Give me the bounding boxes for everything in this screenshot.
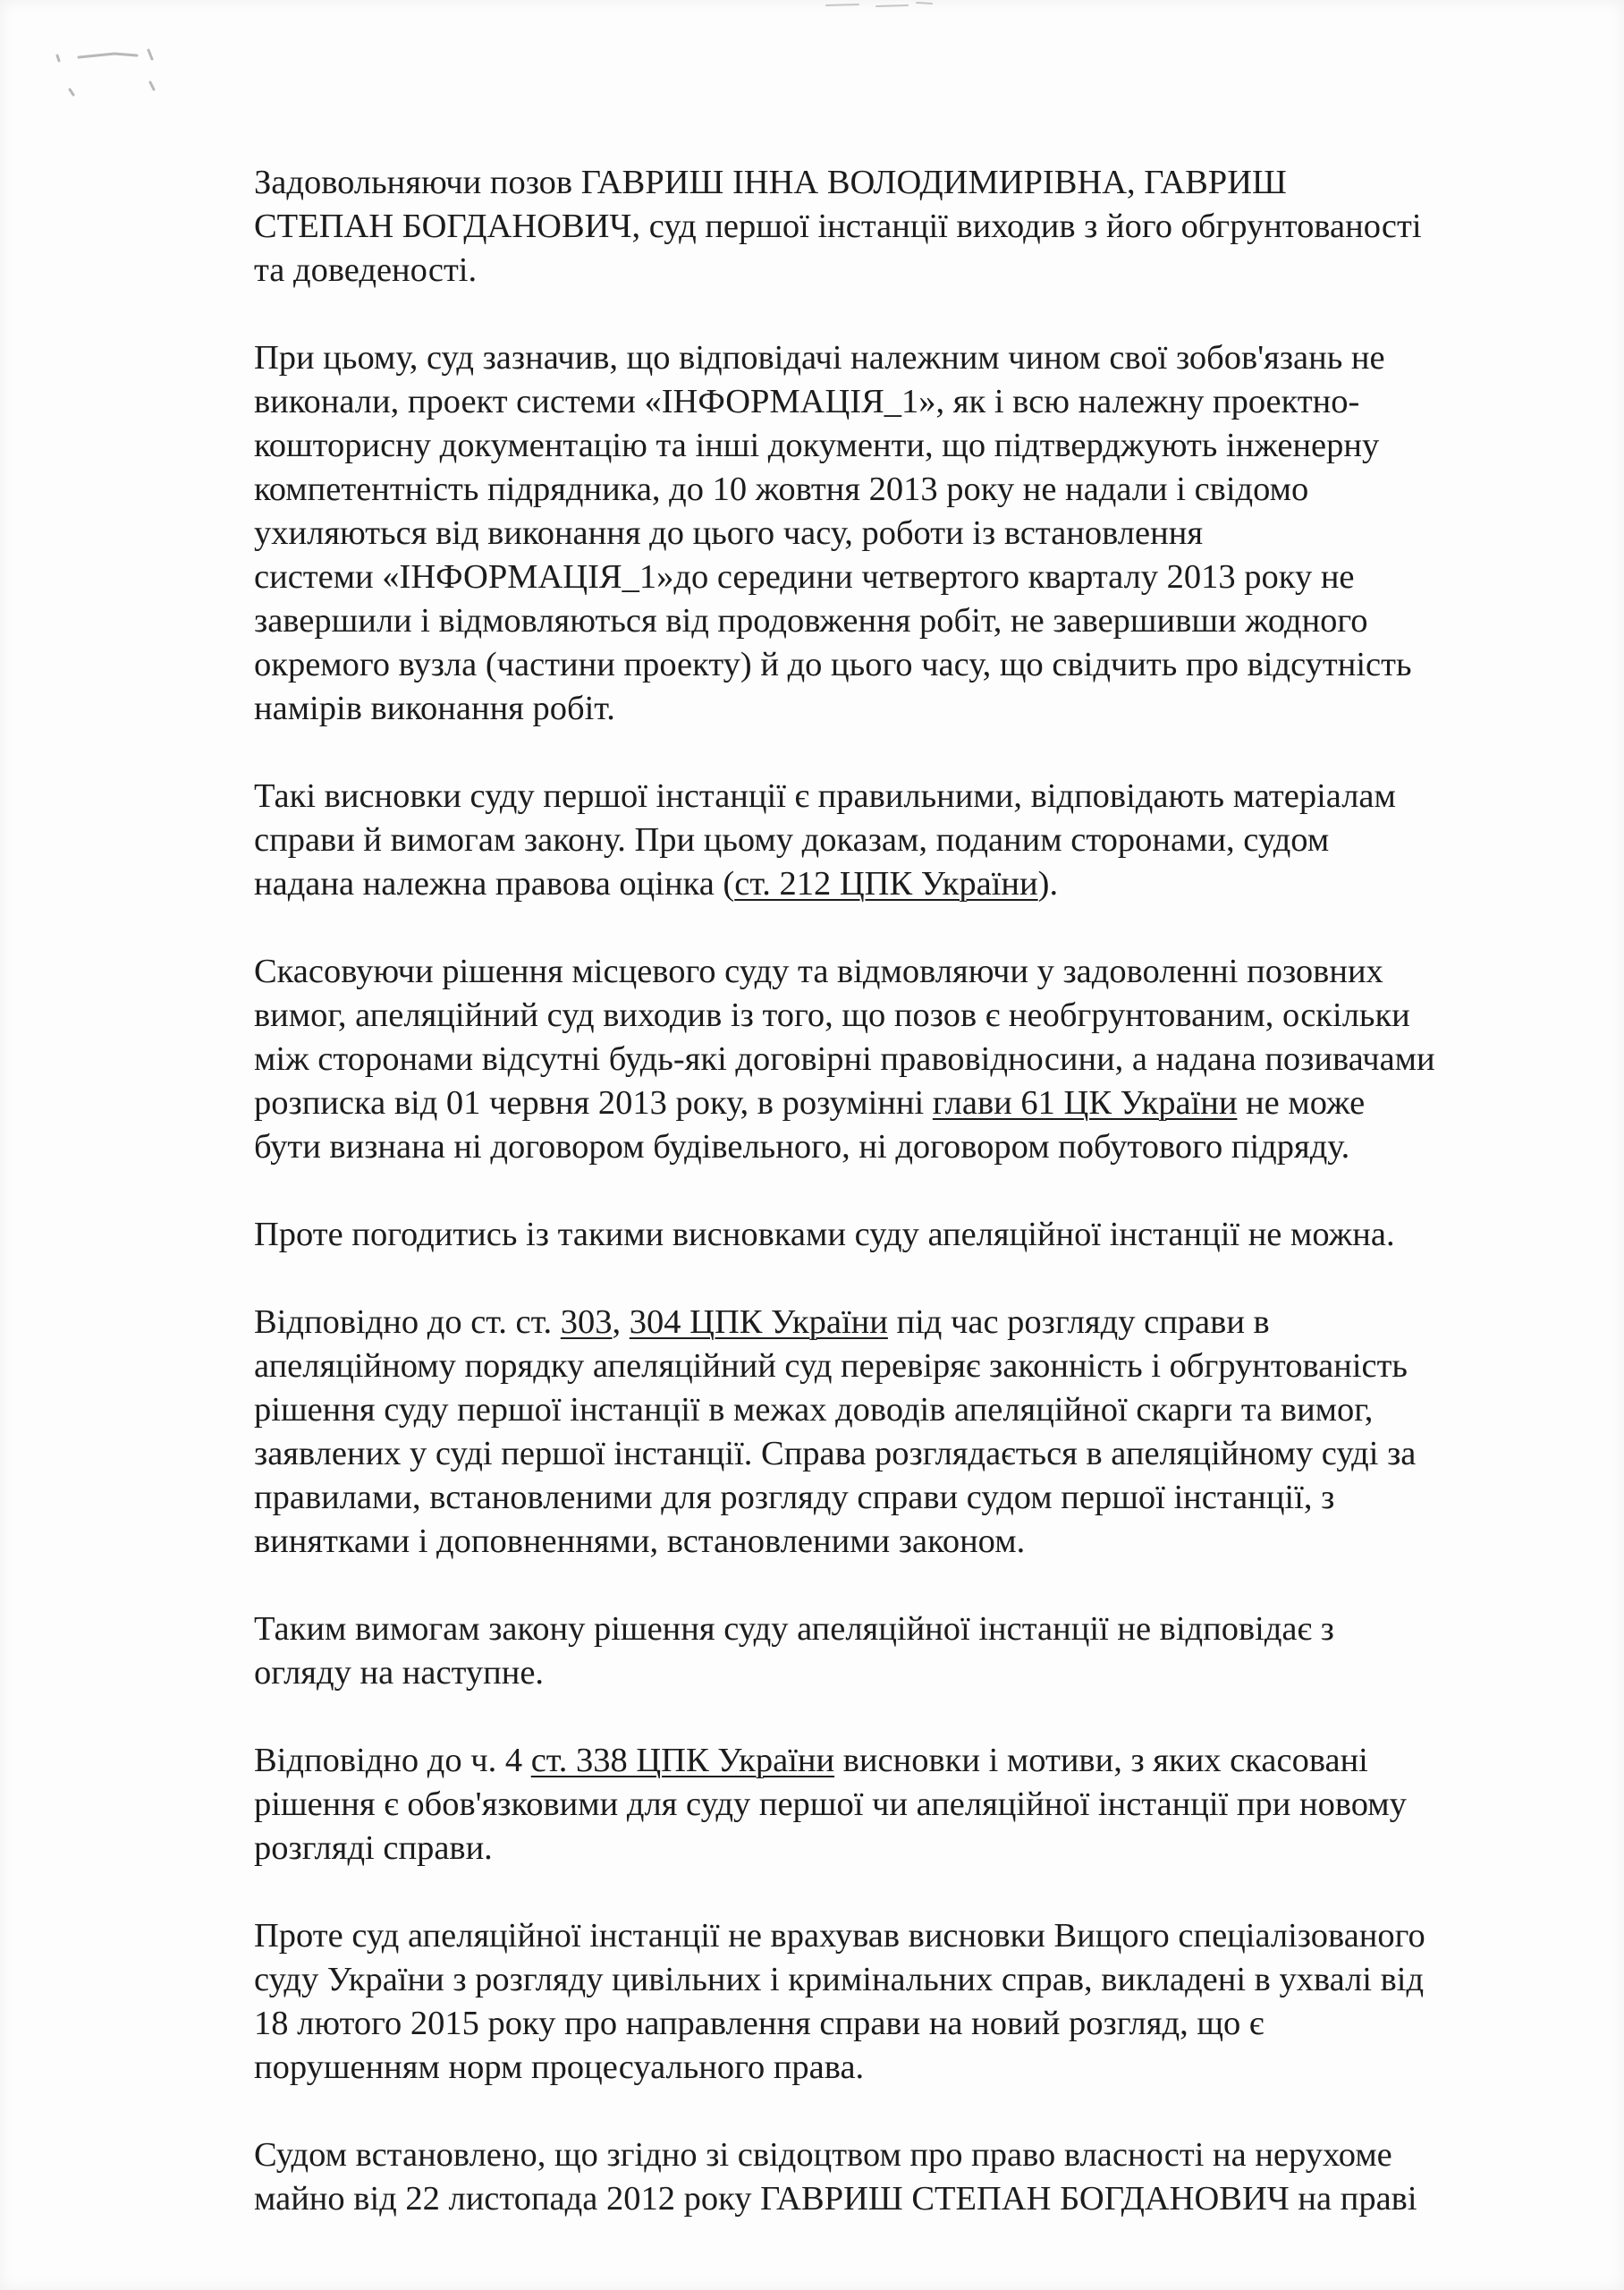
paragraph-text: ). — [1037, 865, 1059, 903]
paragraph-2 — [254, 336, 1542, 731]
paragraph-text: під час розгляду справи в апеляційному порядку апеляційний суд перевіряє законність і обгрунтованість рішення суду першої інстанції в межах доводів апеляційної скарги та вимог, заявлених у суді першої інстанції. Справа розглядається в апеляційному суді за правилами, встановленими для розгляду справи судом першої інстанції, з винятками і доповненнями, встановленими законом. — [254, 1303, 1417, 1560]
paragraph-6 — [254, 1301, 1542, 1564]
paragraph-text: Судом встановлено, що згідно зі свідоцтвом про право власності на нерухоме майно від 22 листопада 2012 року ГАВРИШ СТЕПАН БОГДАНОВИЧ на праві — [254, 2136, 1417, 2218]
paragraph-text: Таким вимогам закону рішення суду апеляційної інстанції не відповідає з огляду на наступне. — [254, 1610, 1334, 1692]
paragraph-text: Скасовуючи рішення місцевого суду та відмовляючи у задоволенні позовних вимог, апеляційний суд виходив із того, що позов є необгрунтованим, оскільки між сторонами відсутні будь-які договірні правовідносини, а надана позивачами розписка від 01 червня 2013 року, в розумінні — [254, 953, 1435, 1122]
scan-artifact-corner — [52, 47, 168, 109]
paragraph-1 — [254, 161, 1542, 293]
paragraph-text: Проте погодитись із такими висновками суду апеляційної інстанції не можна. — [254, 1216, 1395, 1253]
paragraph-text: Такі висновки суду першої інстанції є правильними, відповідають матеріалам справи й вимогам закону. При цьому доказам, поданим сторонами, судом надана належна правова оцінка ( — [254, 777, 1396, 903]
paragraph-9 — [254, 1914, 1542, 2090]
paragraph-text: Відповідно до ст. ст. — [254, 1303, 561, 1341]
legal-reference-link[interactable]: 304 ЦПК України — [629, 1303, 888, 1341]
paragraph-text: , — [612, 1303, 630, 1341]
document-body — [254, 161, 1542, 2221]
paragraph-7 — [254, 1607, 1542, 1695]
paragraph-text: При цьому, суд зазначив, що відповідачі належним чином свої зобов'язань не виконали, проект системи «ІНФОРМАЦІЯ_1», як і всю належну проектно- кошторисну документацію та інші документи, що підтверджують інженерну компетентність підрядника, до 10 жовтня 2013 року не надали і свідомо ухиляються від виконання до цього часу, роботи із встановлення системи «ІНФОРМАЦІЯ_1»до середини четвертого кварталу 2013 року не завершили і відмовляються від продовження робіт, не завершивши жодного окремого вузла (частини проекту) й до цього часу, що свідчить про відсутність намірів виконання робіт. — [254, 339, 1412, 727]
paragraph-3 — [254, 775, 1542, 906]
paragraph-text: Відповідно до ч. 4 — [254, 1742, 531, 1779]
legal-reference-link[interactable]: глави 61 ЦК України — [932, 1084, 1238, 1122]
paragraph-text: Задовольняючи позов ГАВРИШ ІННА ВОЛОДИМИРІВНА, ГАВРИШ СТЕПАН БОГДАНОВИЧ, суд першої інстанції виходив з його обгрунтованості та доведеності. — [254, 164, 1422, 289]
paragraph-4 — [254, 950, 1542, 1169]
legal-reference-link[interactable]: ст. 338 ЦПК України — [530, 1742, 835, 1779]
paragraph-text: не може бути визнана ні договором будівельного, ні договором побутового підряду. — [254, 1084, 1366, 1166]
paragraph-text: висновки і мотиви, з яких скасовані рішення є обов'язковими для суду першої чи апеляційної інстанції при новому розгляді справи. — [254, 1742, 1407, 1867]
paragraph-5 — [254, 1213, 1542, 1257]
scan-artifact-top — [823, 0, 939, 13]
legal-reference-link[interactable]: ст. 212 ЦПК України — [734, 865, 1038, 903]
paragraph-text: Проте суд апеляційної інстанції не врахував висновки Вищого спеціалізованого суду України з розгляду цивільних і кримінальних справ, викладені в ухвалі від 18 лютого 2015 року про направлення справи на новий розгляд, що є порушенням норм процесуального права. — [254, 1917, 1425, 2086]
paragraph-8 — [254, 1739, 1542, 1870]
legal-reference-link[interactable]: 303 — [560, 1303, 613, 1341]
paragraph-10 — [254, 2133, 1542, 2221]
